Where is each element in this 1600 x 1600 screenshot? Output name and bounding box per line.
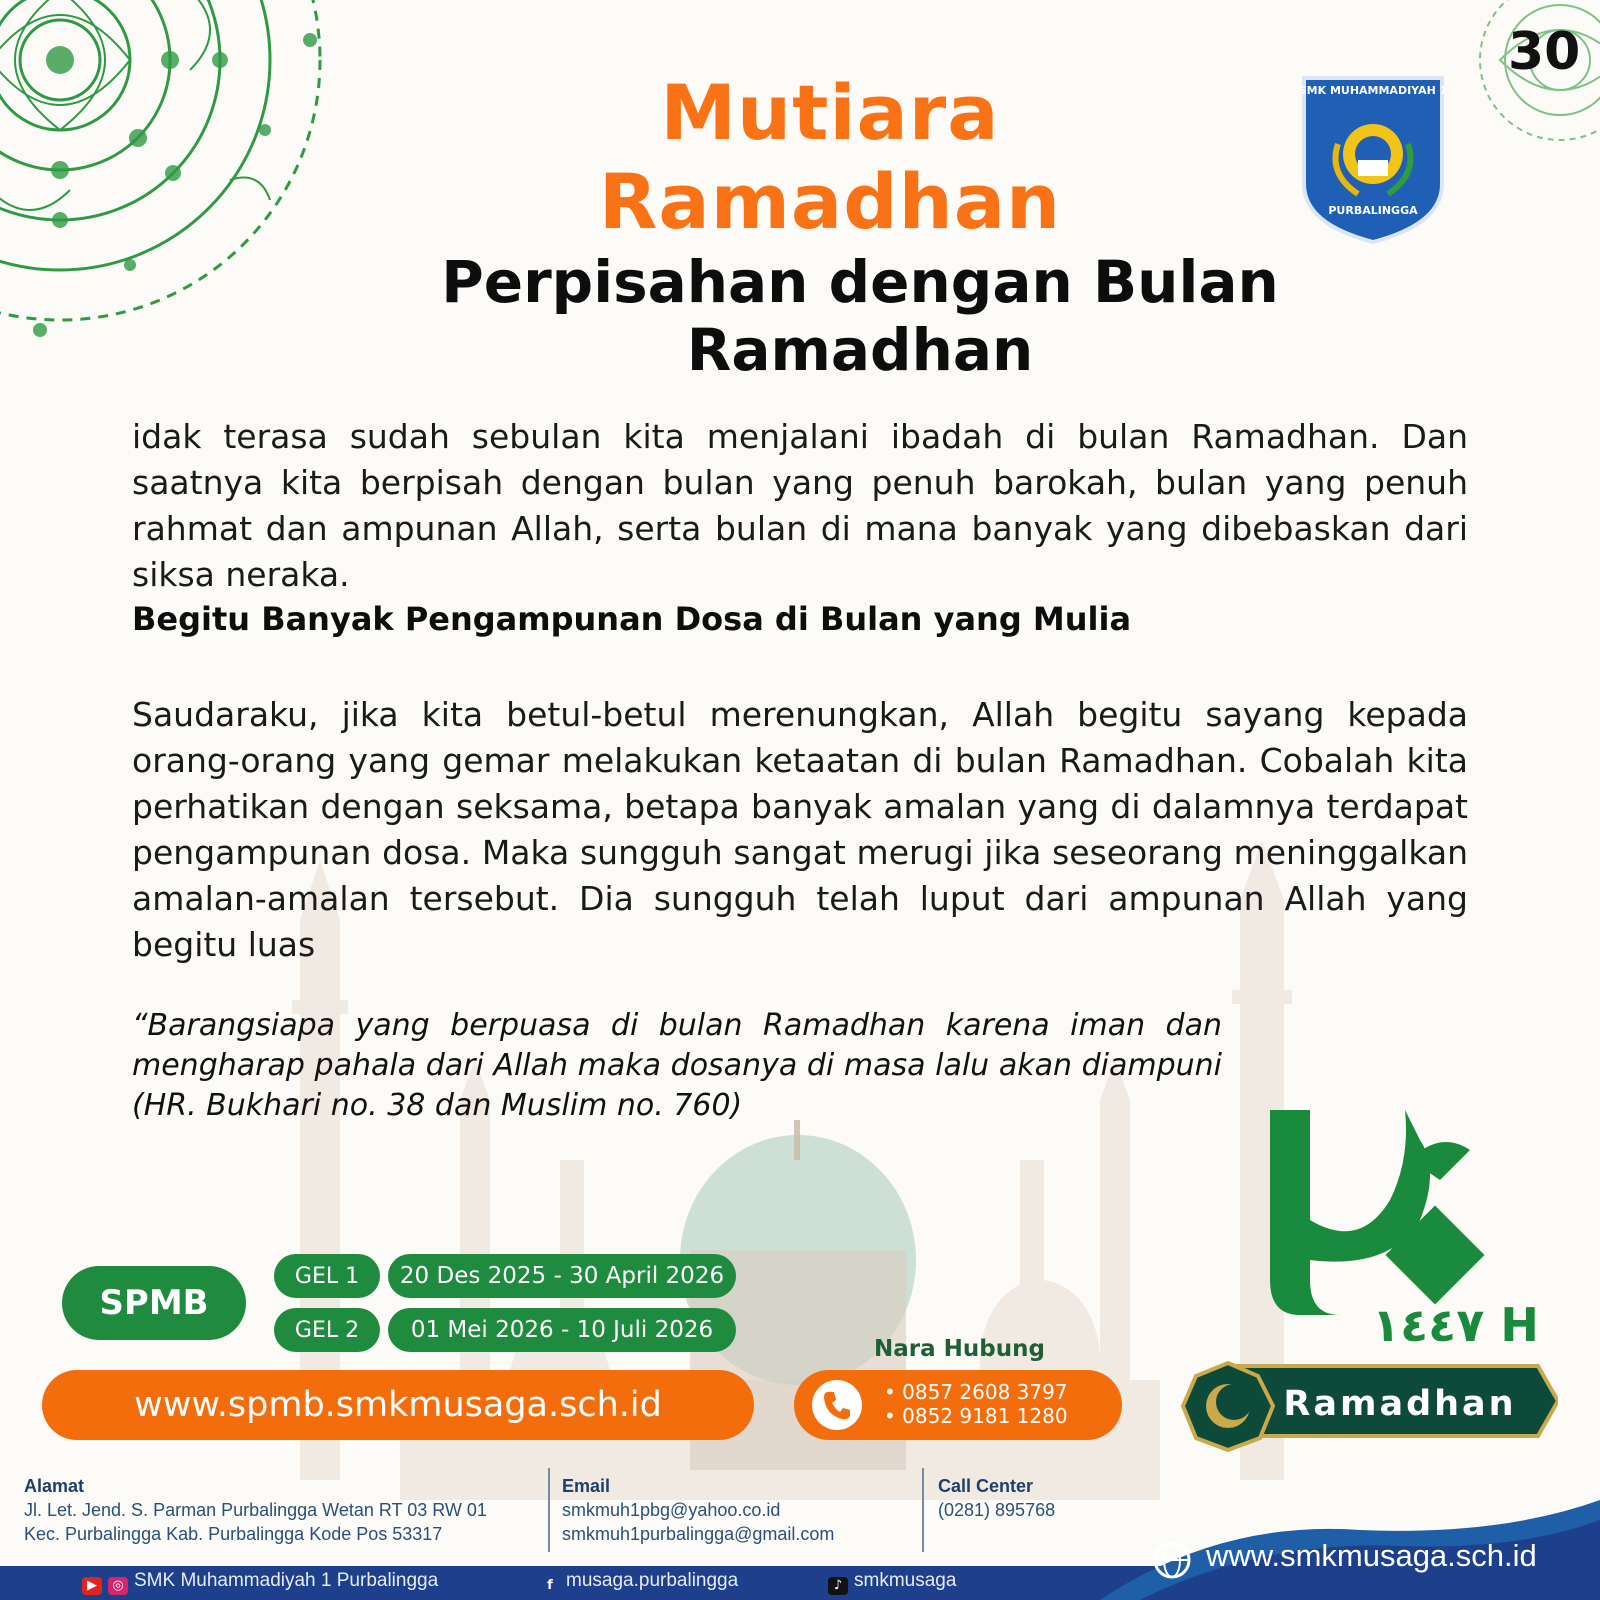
section-heading: Begitu Banyak Pengampunan Dosa di Bulan yang Mulia [132, 600, 1132, 638]
social-tiktok[interactable]: ♪ smkmusaga [828, 1570, 956, 1595]
address-title: Alamat [24, 1476, 85, 1496]
address-block [24, 1474, 544, 1546]
hijri-year: ١٤٤٧ H [1372, 1298, 1539, 1352]
paragraph-intro: idak terasa sudah sebulan kita menjalani ibadah di bulan Ramadhan. Dan saatnya kita berpisah dengan bulan yang penuh barokah, bulan yang penuh rahmat dan ampunan Allah, serta bulan di mana banyak yang dibebaskan dari siksa neraka. [132, 417, 1468, 594]
email-block [562, 1474, 902, 1546]
page-subtitle: Perpisahan dengan Bulan Ramadhan [441, 248, 1279, 384]
spmb-badge: SPMB [62, 1266, 246, 1340]
phone-number-1[interactable]: • 0857 2608 3797 [884, 1380, 1068, 1404]
social-facebook[interactable]: f musaga.purbalingga [540, 1570, 738, 1595]
youtube-icon: ▶ [82, 1577, 102, 1595]
contact-label: Nara Hubung [874, 1336, 1045, 1362]
school-logo [1300, 74, 1446, 244]
footer-divider [548, 1468, 550, 1552]
call-title: Call Center [938, 1476, 1034, 1496]
email-title: Email [562, 1476, 611, 1496]
page-title: Mutiara Ramadhan [598, 68, 1062, 246]
globe-icon [1152, 1540, 1192, 1580]
day-number: 30 [1508, 22, 1581, 82]
arabic-thirty-icon [1240, 1100, 1520, 1330]
spmb-website-link[interactable]: www.spmb.smkmusaga.sch.id [42, 1370, 754, 1440]
contact-phones[interactable] [794, 1370, 1122, 1440]
social-youtube-instagram[interactable]: ▶ ◎ SMK Muhammadiyah 1 Purbalingga [82, 1570, 438, 1595]
phone-icon [812, 1380, 862, 1430]
logo-bottom-text: PURBALINGGA [1328, 204, 1418, 217]
tiktok-icon: ♪ [828, 1577, 848, 1595]
wave-2-label: GEL 2 [274, 1308, 380, 1352]
wave-2-dates: 01 Mei 2026 - 10 Juli 2026 [388, 1308, 736, 1352]
paragraph-main: Saudaraku, jika kita betul-betul merenungkan, Allah begitu sayang kepada orang-orang yang gemar melakukan ketaatan di bulan Ramadhan. Cobalah kita perhatikan dengan seksama, betapa banyak amalan yang di dalamnya terdapat pengampunan dosa. Maka sungguh sangat merugi jika seseorang meninggalkan amalan-amalan tersebut. Dia sungguh telah luput dari ampunan Allah yang begitu luas [132, 695, 1468, 964]
phone-number-2[interactable]: • 0852 9181 1280 [884, 1404, 1068, 1428]
logo-top-text: SMK MUHAMMADIYAH 1 [1300, 84, 1446, 97]
address-line-2: Kec. Purbalingga Kab. Purbalingga Kode Pos 53317 [24, 1524, 443, 1544]
wave-1-dates: 20 Des 2025 - 30 April 2026 [388, 1254, 736, 1298]
hadith-quote: “Barangsiapa yang berpuasa di bulan Ramadhan karena iman dan mengharap pahala dari Allah maka dosanya di masa lalu akan diampuni (HR. Bukhari no. 38 dan Muslim no. 760) [132, 1008, 1222, 1123]
facebook-icon: f [547, 1578, 553, 1593]
email-2[interactable]: smkmuh1purbalingga@gmail.com [562, 1524, 835, 1544]
school-website-link[interactable]: www.smkmusaga.sch.id [1206, 1538, 1537, 1573]
call-number[interactable]: (0281) 895768 [938, 1500, 1056, 1520]
email-1[interactable]: smkmuh1pbg@yahoo.co.id [562, 1500, 781, 1520]
instagram-icon: ◎ [108, 1577, 128, 1595]
ramadhan-label: Ramadhan [1283, 1384, 1517, 1424]
footer-divider [922, 1468, 924, 1552]
address-line-1: Jl. Let. Jend. S. Parman Purbalingga Wetan RT 03 RW 01 [24, 1500, 487, 1520]
wave-1-label: GEL 1 [274, 1254, 380, 1298]
